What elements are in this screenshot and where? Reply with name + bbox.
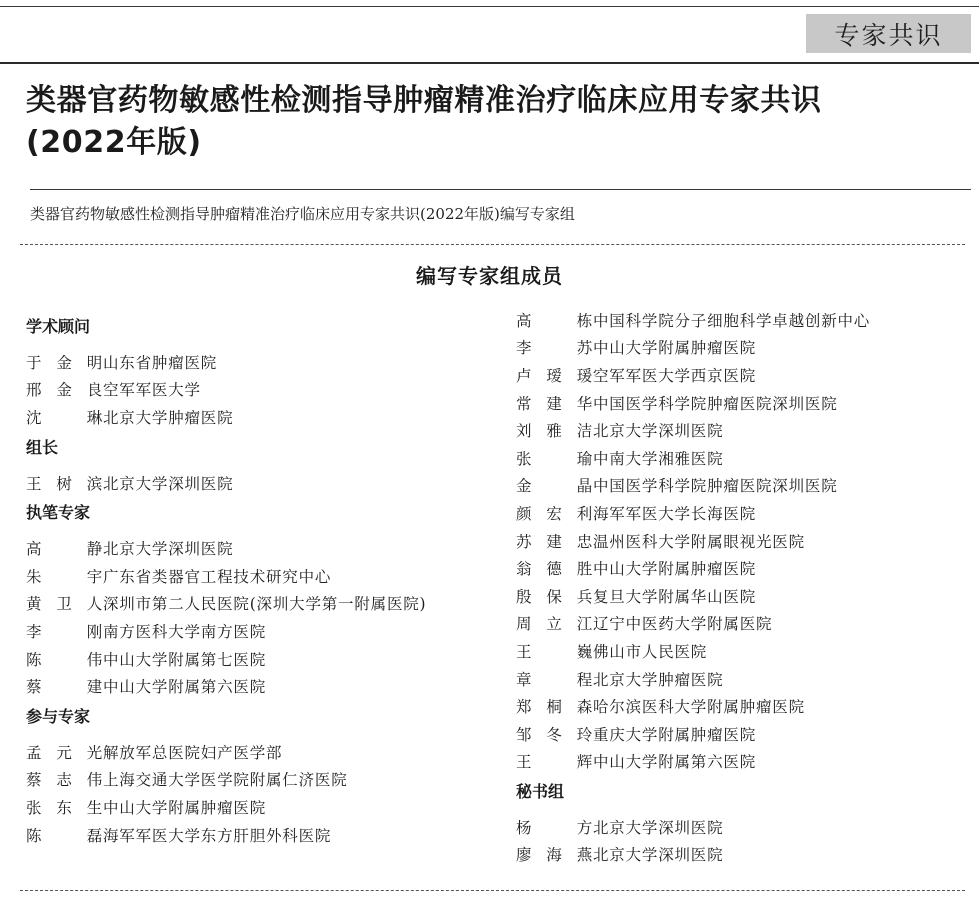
member-name: 陈 伟 bbox=[26, 650, 103, 669]
member-institution: 北京大学深圳医院 bbox=[103, 540, 234, 559]
top-rule bbox=[0, 6, 979, 7]
member-row bbox=[26, 793, 496, 821]
member-row bbox=[26, 617, 496, 645]
member-row bbox=[26, 403, 496, 431]
member-row bbox=[516, 554, 976, 582]
member-row bbox=[516, 472, 976, 500]
member-institution: 中国医学科学院肿瘤医院深圳医院 bbox=[593, 394, 838, 413]
member-name: 于 金 明 bbox=[26, 353, 103, 372]
member-institution: 中山大学附属第六医院 bbox=[103, 678, 267, 697]
title-rule bbox=[30, 189, 971, 190]
member-institution: 北京大学深圳医院 bbox=[593, 846, 724, 865]
member-institution: 中山大学附属第六医院 bbox=[593, 753, 757, 772]
article-title bbox=[26, 80, 971, 164]
member-name: 孟 元 光 bbox=[26, 743, 103, 762]
member-institution: 中山大学附属肿瘤医院 bbox=[593, 339, 757, 358]
member-name: 卢 瑷 瑗 bbox=[516, 366, 593, 385]
member-row bbox=[516, 720, 976, 748]
member-name: 常 建 华 bbox=[516, 394, 593, 413]
section-heading: 学术顾问 bbox=[26, 317, 91, 336]
member-row bbox=[26, 645, 496, 673]
member-institution: 中山大学附属肿瘤医院 bbox=[103, 798, 267, 817]
member-row bbox=[516, 813, 976, 841]
member-institution: 中山大学附属肿瘤医院 bbox=[593, 560, 757, 579]
member-name: 苏 建 忠 bbox=[516, 532, 593, 551]
article-title-line1: 类器官药物敏感性检测指导肿瘤精准治疗临床应用专家共识 bbox=[26, 83, 822, 118]
member-name: 殷 保 兵 bbox=[516, 587, 593, 606]
member-name: 王 巍 bbox=[516, 642, 593, 661]
member-row bbox=[516, 665, 976, 693]
member-institution: 中南大学湘雅医院 bbox=[593, 449, 724, 468]
member-row bbox=[516, 499, 976, 527]
member-institution: 复旦大学附属华山医院 bbox=[593, 587, 757, 606]
member-name: 沈 琳 bbox=[26, 408, 103, 427]
section-heading: 组长 bbox=[26, 437, 59, 457]
member-row bbox=[516, 444, 976, 472]
section-heading: 参与专家 bbox=[26, 706, 91, 726]
member-row bbox=[516, 582, 976, 610]
member-row bbox=[516, 361, 976, 389]
member-row bbox=[516, 334, 976, 362]
article-title-line2: (2022年版) bbox=[26, 125, 202, 160]
member-row bbox=[516, 637, 976, 665]
member-institution: 海军军医大学长海医院 bbox=[593, 504, 757, 523]
section-heading: 秘书组 bbox=[516, 782, 565, 802]
member-name: 周 立 江 bbox=[516, 615, 593, 634]
member-column-right bbox=[516, 306, 976, 868]
member-institution: 哈尔滨医科大学附属肿瘤医院 bbox=[593, 698, 805, 717]
member-name: 廖 海 燕 bbox=[516, 846, 593, 865]
category-tag: 专家共识 bbox=[806, 14, 971, 53]
member-name: 王 树 滨 bbox=[26, 474, 103, 493]
member-row bbox=[516, 306, 976, 334]
member-name: 蔡 志 伟 bbox=[26, 771, 103, 790]
member-name: 刘 雅 洁 bbox=[516, 422, 593, 441]
member-name: 张 瑜 bbox=[516, 449, 593, 468]
member-institution: 辽宁中医药大学附属医院 bbox=[593, 615, 773, 634]
member-name: 邹 冬 玲 bbox=[516, 725, 593, 744]
member-institution: 深圳市第二人民医院(深圳大学第一附属医院) bbox=[103, 595, 427, 614]
member-row bbox=[516, 389, 976, 417]
member-institution: 空军军医大学西京医院 bbox=[593, 366, 757, 385]
member-institution: 温州医科大学附属眼视光医院 bbox=[593, 532, 805, 551]
member-institution: 中国医学科学院肿瘤医院深圳医院 bbox=[593, 477, 838, 496]
member-row bbox=[26, 738, 496, 766]
section-heading: 执笔专家 bbox=[26, 503, 91, 523]
member-row bbox=[516, 841, 976, 869]
member-name: 杨 方 bbox=[516, 818, 593, 837]
member-institution: 解放军总医院妇产医学部 bbox=[103, 743, 283, 762]
member-row bbox=[26, 590, 496, 618]
dashed-divider-bottom bbox=[20, 890, 965, 891]
member-row bbox=[26, 469, 496, 497]
member-column-left bbox=[26, 316, 496, 848]
member-name: 王 辉 bbox=[516, 753, 593, 772]
member-name: 黄 卫 人 bbox=[26, 595, 103, 614]
member-row bbox=[516, 692, 976, 720]
member-name: 蔡 建 bbox=[26, 678, 103, 697]
panel-title: 编写专家组成员 bbox=[416, 264, 563, 288]
author-group: 类器官药物敏感性检测指导肿瘤精准治疗临床应用专家共识(2022年版)编写专家组 bbox=[30, 205, 575, 223]
member-institution: 北京大学深圳医院 bbox=[593, 422, 724, 441]
member-row bbox=[26, 534, 496, 562]
member-institution: 北京大学肿瘤医院 bbox=[593, 670, 724, 689]
member-name: 章 程 bbox=[516, 670, 593, 689]
member-institution: 北京大学深圳医院 bbox=[593, 818, 724, 837]
member-row bbox=[26, 821, 496, 849]
member-name: 翁 德 胜 bbox=[516, 560, 593, 579]
member-row bbox=[26, 376, 496, 404]
member-institution: 空军军医大学 bbox=[103, 381, 201, 400]
member-name: 高 栋 bbox=[516, 311, 593, 330]
member-row bbox=[26, 562, 496, 590]
member-name: 邢 金 良 bbox=[26, 381, 103, 400]
member-institution: 广东省类器官工程技术研究中心 bbox=[103, 567, 332, 586]
dashed-divider-top bbox=[20, 244, 965, 245]
member-row bbox=[26, 766, 496, 794]
member-name: 李 刚 bbox=[26, 622, 103, 641]
member-name: 陈 磊 bbox=[26, 826, 103, 845]
member-name: 李 苏 bbox=[516, 339, 593, 358]
member-institution: 北京大学深圳医院 bbox=[103, 474, 234, 493]
member-row bbox=[516, 610, 976, 638]
member-row bbox=[516, 748, 976, 776]
member-row bbox=[516, 416, 976, 444]
member-name: 高 静 bbox=[26, 540, 103, 559]
member-name: 朱 宇 bbox=[26, 567, 103, 586]
header-rule bbox=[0, 62, 979, 64]
member-name: 郑 桐 森 bbox=[516, 698, 593, 717]
member-institution: 上海交通大学医学院附属仁济医院 bbox=[103, 771, 348, 790]
member-name: 张 东 生 bbox=[26, 798, 103, 817]
member-institution: 中山大学附属第七医院 bbox=[103, 650, 267, 669]
member-institution: 山东省肿瘤医院 bbox=[103, 353, 218, 372]
member-institution: 海军军医大学东方肝胆外科医院 bbox=[103, 826, 332, 845]
member-institution: 北京大学肿瘤医院 bbox=[103, 408, 234, 427]
member-row bbox=[26, 672, 496, 700]
member-row bbox=[516, 527, 976, 555]
member-name: 颜 宏 利 bbox=[516, 504, 593, 523]
member-institution: 中国科学院分子细胞科学卓越创新中心 bbox=[593, 311, 871, 330]
member-row bbox=[26, 348, 496, 376]
member-name: 金 晶 bbox=[516, 477, 593, 496]
member-institution: 佛山市人民医院 bbox=[593, 642, 708, 661]
member-institution: 重庆大学附属肿瘤医院 bbox=[593, 725, 757, 744]
member-institution: 南方医科大学南方医院 bbox=[103, 622, 267, 641]
